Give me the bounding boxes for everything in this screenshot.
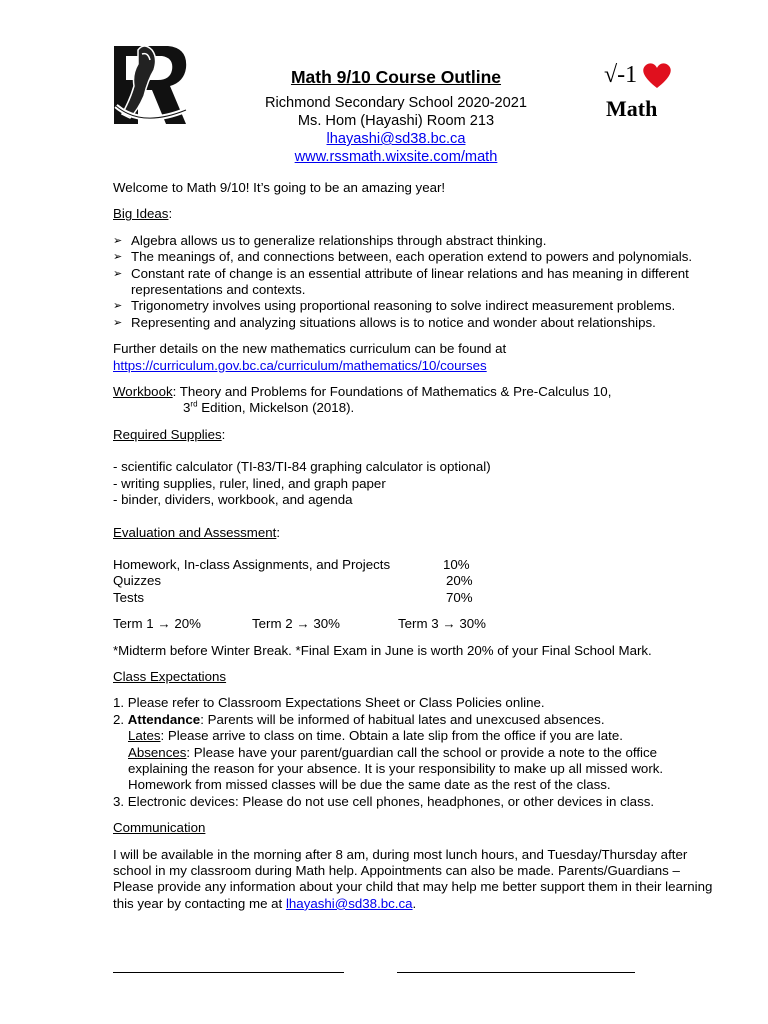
- arrow-bullet-icon: ➢: [113, 251, 123, 264]
- term-weights: [113, 616, 723, 632]
- absences-text: Absences: Please have your parent/guardian call the school or provide a note to the office explaining the reason for your absence. It is your responsibility to make up all missed work. Homework from missed classes will be due the same date as the rest of the class.: [128, 744, 664, 793]
- arrow-bullet-icon: ➢: [113, 234, 123, 247]
- communication-email-link[interactable]: lhayashi@sd38.bc.ca: [285, 895, 413, 911]
- list-item: ➢ Constant rate of change is an essential attribute of linear relations and has meaning in different representations and contexts.: [113, 265, 689, 298]
- expectation-item-3: 3. Electronic devices: Please do not use cell phones, headphones, or other devices in class.: [113, 793, 655, 809]
- term-1: Term 1 → 20%: [113, 616, 201, 632]
- term-2: Term 2 → 30%: [252, 616, 340, 632]
- website-link[interactable]: www.rssmath.wixsite.com/math: [294, 149, 498, 165]
- teacher-line: Ms. Hom (Hayashi) Room 213: [297, 113, 495, 129]
- table-row: Quizzes 20%: [113, 573, 473, 589]
- list-item: ➢ The meanings of, and connections between, each operation extend to powers and polynomials.: [113, 249, 693, 265]
- workbook-heading: Workbook: [113, 384, 173, 400]
- table-row: Homework, In-class Assignments, and Projects 10%: [113, 556, 470, 572]
- curriculum-text: Further details on the new mathematics curriculum can be found at: [113, 341, 507, 357]
- signature-line-parent: [397, 972, 635, 973]
- sqrt-minus-one-text: √-1: [604, 62, 638, 88]
- school-crest-logo: [108, 40, 192, 130]
- teacher-email-link[interactable]: lhayashi@sd38.bc.ca: [326, 131, 466, 147]
- page-title: Math 9/10 Course Outline: [290, 67, 502, 87]
- evaluation-heading: Evaluation and Assessment: [113, 524, 277, 540]
- document-body: Welcome to Math 9/10! It’s going to be an amazing year! Big Ideas: ➢ Algebra allows us to generalize relationships through abstract thinking. ➢ The meanings of, and connections between, each operation extend to powers and polynomials. ➢ Constant rate of change is an essential attribute of linear relations and has meaning in different representations and contexts. ➢ Trigonometry involves using proportional reasoning to solve indirect measurement problems. ➢ Representing and analyzing situations allows is to notice and wonder about relationships. Further details on the new mathematics curriculum can be found at https://curriculum.gov.bc.ca/curriculum/mathematics/10/courses Workbook: Theory and Problems for Foundations of Mathematics & Pre-Calculus 10, 3rd Edition, Mickelson (2018). Required Supplies: - scientific calculator (TI-83/TI-84 graphing calculator is optional) - writing supplies, ruler, lined, and graph paper - binder, dividers, workbook, and agenda Evaluation and Assessment: Homework, In-class Assignments, and Projects 10% Quizzes 20% Tests 70% Term 1 → 20% Term 2 → 30% Term 3 → 30% *Midterm before Winter Break. *Final Exam in June is worth 20% of your Final School Mark. Class Expectations 1. Please refer to Classroom Expectations Sheet or Class Policies online. 2. Attendance: Parents will be informed of habitual lates and unexcused absences. Lates: Please arrive to class on time. Obtain a late slip from the office if you are late. Absences: Please have your parent/guardian call the school or provide a note to the office explaining the reason for your absence. It is your responsibility to make up all missed work. Homework from missed classes will be due the same date as the rest of the class. 3. Electronic devices: Please do not use cell phones, headphones, or other devices in class. Communication I will be available in the morning after 8 am, during most lunch hours, and Tuesday/Thursday after school in my classroom during Math help. Appointments can also be made. Parents/Guardians – Please provide any information about your child that may help me better support them in their learning this year by contacting me at lhayashi@sd38.bc.ca.: [113, 180, 723, 912]
- arrow-bullet-icon: ➢: [113, 267, 123, 280]
- expectation-item-2: 2. Attendance: Parents will be informed of habitual lates and unexcused absences.: [113, 711, 605, 727]
- expectation-item-1: 1. Please refer to Classroom Expectations Sheet or Class Policies online.: [113, 695, 545, 711]
- list-item: - writing supplies, ruler, lined, and graph paper: [113, 475, 386, 491]
- arrow-bullet-icon: ➢: [113, 316, 123, 329]
- document-header: [200, 66, 592, 166]
- curriculum-link[interactable]: https://curriculum.gov.bc.ca/curriculum/mathematics/10/courses: [113, 357, 487, 373]
- list-item: ➢ Algebra allows us to generalize relationships through abstract thinking.: [113, 232, 547, 248]
- i-love-math-logo: [600, 58, 680, 124]
- big-ideas-list: [113, 233, 723, 331]
- midterm-note: *Midterm before Winter Break. *Final Exam in June is worth 20% of your Final School Mark.: [113, 642, 652, 658]
- list-item: - binder, dividers, workbook, and agenda: [113, 492, 353, 508]
- list-item: - scientific calculator (TI-83/TI-84 graphing calculator is optional): [113, 459, 491, 475]
- arrow-bullet-icon: ➢: [113, 300, 123, 313]
- list-item: ➢ Representing and analyzing situations allows is to notice and wonder about relationships.: [113, 314, 656, 330]
- required-supplies-heading: Required Supplies: [113, 426, 222, 442]
- communication-text: I will be available in the morning after 8 am, during most lunch hours, and Tuesday/Thursday after school in my classroom during Math help. Appointments can also be made. Parents/Guardians – Please provide any information about your child that may help me better support them in their learning this year by contacting me at lhayashi@sd38.bc.ca.: [113, 846, 713, 911]
- class-expectations-heading: Class Expectations: [113, 668, 227, 684]
- table-row: Tests 70%: [113, 589, 473, 605]
- signature-line-student: [113, 972, 344, 973]
- heart-icon: [643, 63, 670, 88]
- workbook-edition: 3rd Edition, Mickelson (2018).: [183, 400, 355, 416]
- lates-text: Lates: Please arrive to class on time. Obtain a late slip from the office if you are late.: [128, 728, 623, 744]
- math-logo-text: Math: [606, 96, 658, 121]
- big-ideas-heading: Big Ideas: [113, 206, 169, 222]
- school-line: Richmond Secondary School 2020-2021: [264, 95, 528, 111]
- term-3: Term 3 → 30%: [398, 616, 486, 632]
- list-item: ➢ Trigonometry involves using proportional reasoning to solve indirect measurement problems.: [113, 298, 676, 314]
- welcome-text: Welcome to Math 9/10! It’s going to be an amazing year!: [113, 180, 446, 195]
- workbook-paragraph: Workbook: Theory and Problems for Foundations of Mathematics & Pre-Calculus 10,: [113, 384, 612, 400]
- communication-heading: Communication: [113, 820, 206, 836]
